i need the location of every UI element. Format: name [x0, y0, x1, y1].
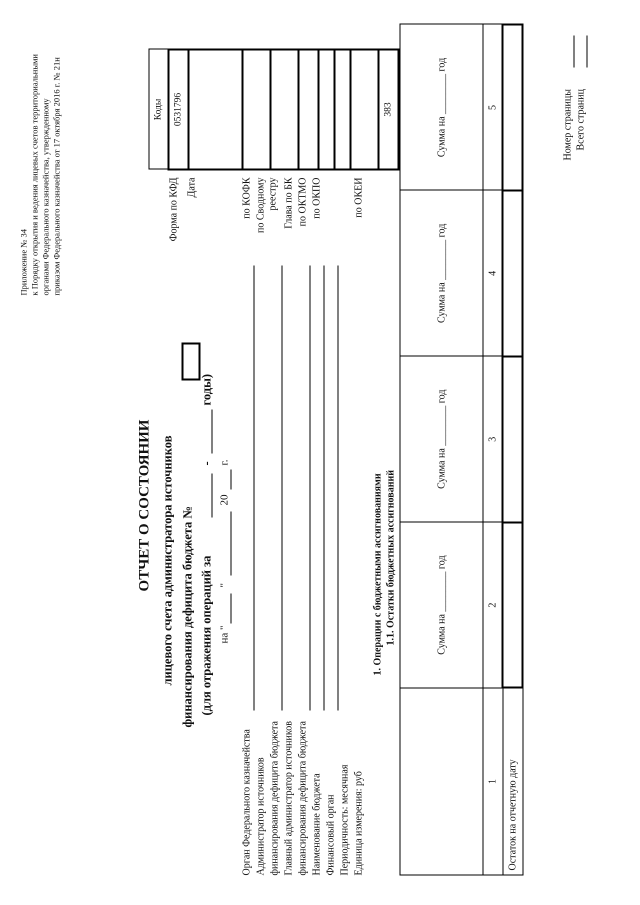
col-header-sum-3: Сумма на ________ год	[400, 190, 483, 356]
date-20: 20	[218, 494, 230, 505]
codes-table	[148, 48, 399, 170]
label-form-kfd: Форма по КФД	[168, 177, 179, 241]
label-kofk-organ: Орган Федерального казначейства	[241, 728, 252, 875]
report-subtitle-line: (для отражения операций за	[199, 555, 213, 715]
balance-cell[interactable]	[502, 24, 522, 190]
years-close: годы)	[199, 373, 213, 405]
report-title: ОТЧЕТ О СОСТОЯНИИ	[136, 419, 152, 591]
appendix-line: к Порядку открытия и ведения лицевых счетов территориальными	[29, 53, 39, 295]
row-label-balance: Остаток на отчетную дату	[502, 688, 522, 875]
main-admin-line[interactable]	[309, 265, 310, 710]
appendix-line: приказом Федерального казначейства от 17 октября 2016 г. № 21н	[51, 56, 61, 295]
date-month-line[interactable]	[230, 511, 231, 575]
label-main-admin-2: финансирования дефицита бюджета	[297, 720, 308, 875]
year-to-line[interactable]	[211, 409, 212, 453]
date-g: г.	[218, 458, 230, 465]
codes-header: Коды	[149, 49, 169, 169]
label-fin-organ: Финансовый орган	[325, 793, 336, 875]
code-cell-svod[interactable]	[270, 49, 298, 169]
label-admin: Администратор источников	[255, 756, 266, 875]
total-pages-line[interactable]	[586, 35, 587, 67]
label-main-admin: Главный администратор источников	[283, 720, 294, 875]
col-header-sum-4: Сумма на ________ год	[400, 24, 483, 190]
report-subtitle-line: лицевого счета администратора источников	[160, 435, 174, 685]
label-date: Дата	[186, 177, 197, 197]
date-day-line[interactable]	[230, 593, 231, 623]
code-cell-blank[interactable]	[350, 49, 378, 169]
col-header-blank	[400, 688, 483, 875]
section-subtitle: 1.1. Остатки бюджетных ассигнований	[385, 469, 396, 645]
col-number: 3	[483, 356, 503, 522]
label-okei: по ОКЕИ	[353, 177, 364, 218]
col-number: 2	[483, 522, 503, 688]
label-unit: Единица измерения: руб	[353, 770, 364, 875]
col-number: 4	[483, 190, 503, 356]
date-year-line[interactable]	[230, 469, 231, 489]
balance-cell[interactable]	[502, 522, 522, 688]
section-title: 1. Операции с бюджетными ассигнованиями	[372, 472, 383, 675]
page-number-label: Номер страницы	[562, 88, 573, 160]
year-dash: -	[199, 460, 213, 465]
label-budget-name: Наименование бюджета	[311, 772, 322, 875]
code-cell-okpo[interactable]	[334, 49, 350, 169]
date-quote: "	[218, 582, 230, 587]
appendix-line: Приложение № 34	[18, 228, 28, 295]
report-subtitle-line: финансирования дефицита бюджета №	[180, 505, 194, 727]
code-cell-okei[interactable]: 383	[378, 49, 398, 169]
appendix-line: органами Федерального казначейства, утвержденному	[40, 97, 50, 295]
label-kofk: по КОФК	[241, 177, 252, 219]
page-number-line[interactable]	[573, 35, 574, 67]
code-cell-date[interactable]	[188, 49, 242, 169]
fin-organ-line[interactable]	[337, 265, 338, 710]
account-number-box[interactable]	[181, 342, 200, 380]
label-bk: Глава по БК	[283, 177, 294, 229]
col-header-sum-1: Сумма на ________ год	[400, 522, 483, 688]
balances-table	[399, 23, 523, 875]
code-cell-bk[interactable]	[298, 49, 318, 169]
label-okpo: по ОКПО	[311, 177, 322, 219]
code-cell-kofk[interactable]	[242, 49, 270, 169]
label-periodicity: Периодичность: месячная	[339, 764, 350, 875]
col-number: 1	[483, 688, 503, 875]
code-cell-form[interactable]: 0531796	[168, 49, 188, 169]
kofk-organ-line[interactable]	[253, 265, 254, 710]
total-pages-label: Всего страниц	[575, 88, 586, 150]
year-from-line[interactable]	[211, 473, 212, 517]
code-cell-oktmo[interactable]	[318, 49, 334, 169]
label-reestr: реестру	[267, 177, 278, 210]
label-admin-2: финансирования дефицита бюджета	[269, 720, 280, 875]
appendix-note	[18, 54, 62, 295]
date-prefix: на "	[218, 624, 230, 643]
budget-name-line[interactable]	[323, 265, 324, 710]
admin-line[interactable]	[281, 265, 282, 710]
label-oktmo: по ОКТМО	[297, 177, 308, 226]
label-svod: по Сводному	[255, 177, 266, 233]
balance-cell[interactable]	[502, 356, 522, 522]
col-header-sum-2: Сумма на ________ год	[400, 356, 483, 522]
col-number: 5	[483, 24, 503, 190]
balance-cell[interactable]	[502, 190, 522, 356]
